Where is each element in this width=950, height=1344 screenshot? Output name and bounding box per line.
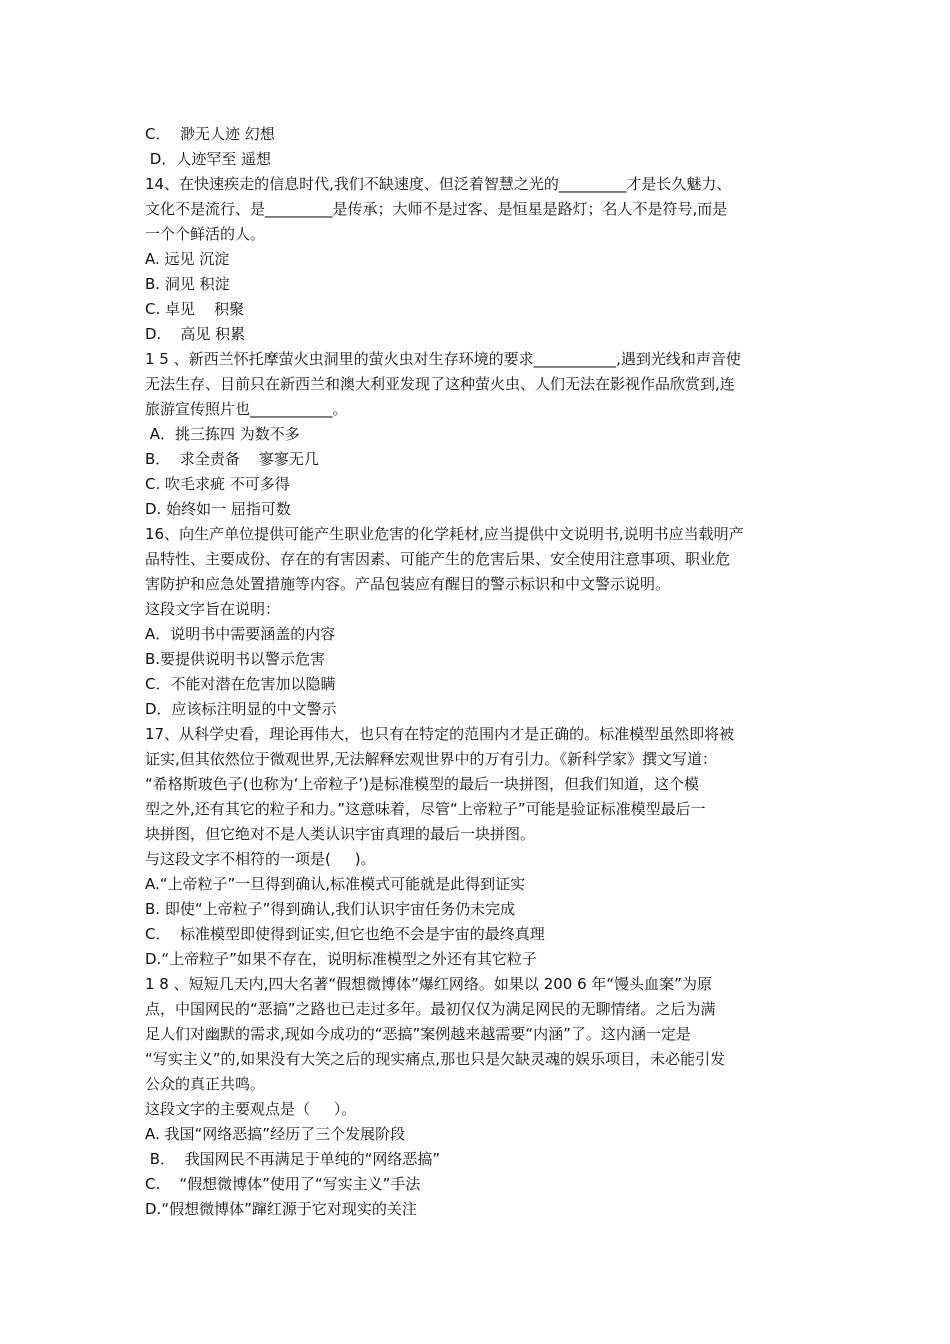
option-a: A. 我国“网络恶搞”经历了三个发展阶段 <box>145 1125 406 1143</box>
option-b: B． 求全责备 寥寥无几 <box>145 450 319 468</box>
text-line: 文化不是流行、是_________是传承；大师不是过客、是恒星是路灯；名人不是符号,而是 <box>145 200 728 218</box>
question-14-stem: 14、在快速疾走的信息时代,我们不缺速度、但泛着智慧之光的_________才是长久魅力、 <box>145 175 732 193</box>
text-line: 点，中国网民的“恶搞”之路也已走过多年。最初仅仅为满足网民的无聊情绪。之后为满 <box>145 1000 716 1018</box>
option-c: C. “假想微博体”使用了“写实主义”手法 <box>145 1175 421 1193</box>
text-line: 品特性、主要成份、存在的有害因素、可能产生的危害后果、安全使用注意事项、职业危 <box>145 550 731 568</box>
question-15-stem: 1 5 、新西兰怀托摩萤火虫洞里的萤火虫对生存环境的要求___________,遇到光线和声音使 <box>145 350 741 368</box>
option-a: A．挑三拣四 为数不多 <box>145 425 300 443</box>
question-17-stem: 17、从科学史看，理论再伟大，也只有在特定的范围内才是正确的。标准模型虽然即将被 <box>145 725 735 743</box>
option-b: B.要提供说明书以警示危害 <box>145 650 326 668</box>
question-16-stem: 16、向生产单位提供可能产生职业危害的化学耗材,应当提供中文说明书,说明书应当载明产 <box>145 525 744 543</box>
text-line: “写实主义”的,如果没有大笑之后的现实痛点,那也只是欠缺灵魂的娱乐项目，未必能引发 <box>145 1050 726 1068</box>
option-c: C. 吹毛求疵 不可多得 <box>145 475 290 493</box>
question-18-stem: 1 8 、短短几天内,四大名著“假想微博体”爆红网络。如果以 200 6 年“馒头血案”为原 <box>145 975 712 993</box>
option-b: B． 我国网民不再满足于单纯的“网络恶搞” <box>145 1150 441 1168</box>
option-b: B. 洞见 积淀 <box>145 275 230 293</box>
option-a: A.“上帝粒子”一旦得到确认,标准模式可能就是此得到证实 <box>145 875 526 893</box>
option-c: C. 卓见 积聚 <box>145 300 245 318</box>
document-body <box>145 122 813 1222</box>
text-line: 型之外,还有其它的粒子和力。”这意味着，尽管“上帝粒子”可能是验证标准模型最后一 <box>145 800 706 818</box>
text-line: 旅游宣传照片也___________。 <box>145 400 348 418</box>
text-line: C． 渺无人迹 幻想 <box>145 125 275 143</box>
text-line: 公众的真正共鸣。 <box>145 1075 266 1093</box>
option-c: C．不能对潜在危害加以隐瞒 <box>145 675 336 693</box>
text-line: 一个个鲜活的人。 <box>145 225 266 243</box>
question-prompt: 这段文字的主要观点是（ ）。 <box>145 1100 357 1118</box>
option-d: D．应该标注明显的中文警示 <box>145 700 337 718</box>
question-prompt: 与这段文字不相符的一项是( )。 <box>145 850 376 868</box>
question-prompt: 这段文字旨在说明： <box>145 600 281 618</box>
text-line: 证实,但其依然位于微观世界,无法解释宏观世界中的万有引力。《新科学家》撰文写道： <box>145 750 718 768</box>
option-a: A．说明书中需要涵盖的内容 <box>145 625 336 643</box>
option-b: B. 即使“上帝粒子”得到确认,我们认识宇宙任务仍未完成 <box>145 900 516 918</box>
text-line: 无法生存、目前只在新西兰和澳大利亚发现了这种萤火虫、人们无法在影视作品欣赏到,连 <box>145 375 735 393</box>
text-line: 害防护和应急处置措施等内容。产品包装应有醒目的警示标识和中文警示说明。 <box>145 575 671 593</box>
text-line: “希格斯玻色子(也称为‘上帝粒子’)是标准模型的最后一块拼图，但我们知道，这个模 <box>145 775 700 793</box>
text-line: D．人迹罕至 遥想 <box>145 150 272 168</box>
option-d: D.“假想微博体”蹿红源于它对现实的关注 <box>145 1200 417 1218</box>
option-d: D. 高见 积累 <box>145 325 246 343</box>
option-c: C． 标准模型即使得到证实,但它也绝不会是宇宙的最终真理 <box>145 925 545 943</box>
option-d: D.“上帝粒子”如果不存在，说明标准模型之外还有其它粒子 <box>145 950 537 968</box>
text-line: 足人们对幽默的需求,现如今成功的“恶搞”案例越来越需要“内涵”了。这内涵一定是 <box>145 1025 691 1043</box>
option-d: D. 始终如一 屈指可数 <box>145 500 291 518</box>
text-line: 块拼图，但它绝对不是人类认识宇宙真理的最后一块拼图。 <box>145 825 536 843</box>
option-a: A. 远见 沉淀 <box>145 250 230 268</box>
